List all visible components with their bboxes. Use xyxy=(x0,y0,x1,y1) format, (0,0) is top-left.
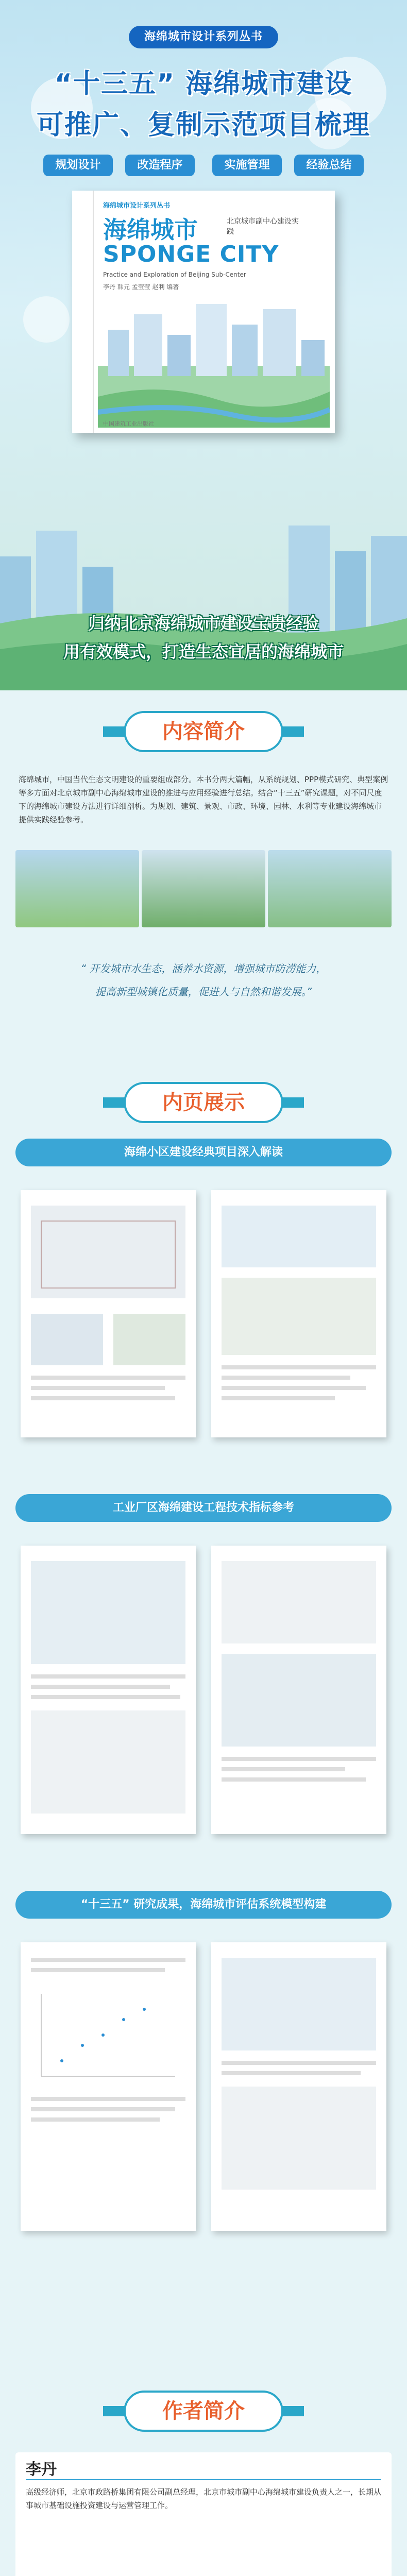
intro-title xyxy=(124,711,283,752)
preview-page-3 xyxy=(21,1546,196,1834)
title-ribbon-right xyxy=(280,1097,304,1108)
preview-page-5-graphic xyxy=(21,1942,196,2231)
series-badge: 海绵城市设计系列丛书 xyxy=(129,26,278,48)
preview-page-2 xyxy=(211,1190,386,1437)
preview-page-1 xyxy=(21,1190,196,1437)
author-bio: 高级经济师，北京市政路桥集团有限公司副总经理，北京市城市副中心海绵城市建设负责人之一，长期从事城市基础设施投资建设与运营管理工作。 xyxy=(26,2487,382,2510)
book-cover xyxy=(72,191,335,433)
intro-title-text: 内容简介 xyxy=(162,720,245,743)
authors-section xyxy=(0,2370,407,2576)
pages-title-text: 内页展示 xyxy=(162,1091,245,1114)
preview-page-1-graphic xyxy=(21,1190,196,1437)
book-spine xyxy=(72,191,94,433)
author-card-1 xyxy=(15,2452,392,2576)
cover-series: 海绵城市设计系列丛书 xyxy=(103,202,171,210)
pill-management: 实施管理 xyxy=(212,155,282,176)
authors-title-text: 作者简介 xyxy=(162,2399,245,2423)
intro-quote-line1: “ 开发城市水生态，涵养水资源，增强城市防涝能力， xyxy=(80,962,327,975)
slogan-line2: 用有效模式，打造生态宜居的海绵城市 xyxy=(63,642,344,662)
preview-page-4-graphic xyxy=(211,1546,386,1834)
intro-photo-3 xyxy=(268,850,392,927)
preview-page-4 xyxy=(211,1546,386,1834)
cover-subtitle-en: Practice and Exploration of Beijing Sub-Center xyxy=(103,271,246,278)
preview-page-6-graphic xyxy=(211,1942,386,2231)
preview-band-1: 海绵小区建设经典项目深入解读 xyxy=(15,1139,392,1166)
pill-summary: 经验总结 xyxy=(294,155,364,176)
title-ribbon-right xyxy=(280,2406,304,2416)
main-title-line2: 可推广、复制示范项目梳理 xyxy=(36,110,370,141)
intro-photo-1 xyxy=(15,850,139,927)
cover-title-cn: 海绵城市 xyxy=(103,216,198,244)
preview-band-3: “十三五” 研究成果，海绵城市评估系统模型构建 xyxy=(15,1891,392,1919)
pill-planning: 规划设计 xyxy=(43,155,113,176)
pages-preview-section xyxy=(0,1072,407,2370)
preview-page-3-graphic xyxy=(21,1546,196,1834)
intro-quote-line2: 提高新型城镇化质量，促进人与自然和谐发展。” xyxy=(95,986,312,998)
author-name: 李丹 xyxy=(26,2461,57,2479)
cover-city-illustration xyxy=(98,294,330,428)
intro-photo-2 xyxy=(142,850,265,927)
cover-subtitle-cn: 北京城市副中心建设实践 xyxy=(227,217,299,236)
pages-title xyxy=(124,1082,283,1123)
preview-page-6 xyxy=(211,1942,386,2231)
author-rule xyxy=(26,2479,381,2480)
authors-title xyxy=(124,2391,283,2432)
cover-title-en: SPONGE CITY xyxy=(103,241,279,267)
slogan-line1: 归纳北京海绵城市建设宝贵经验 xyxy=(88,614,319,633)
cover-authors: 李丹 韩元 孟莹莹 赵利 编著 xyxy=(103,283,179,291)
pill-renovation: 改造程序 xyxy=(125,155,195,176)
preview-page-2-graphic xyxy=(211,1190,386,1437)
cover-publisher: 中国建筑工业出版社 xyxy=(103,420,154,427)
hero-banner xyxy=(0,0,407,690)
main-title-line1: “十三五” 海绵城市建设 xyxy=(54,69,353,99)
intro-section xyxy=(0,690,407,1072)
preview-page-5 xyxy=(21,1942,196,2231)
intro-paragraph: 海绵城市，中国当代生态文明建设的重要组成部分。本书分两大篇幅，从系统规划、PPP模式研究、典型案例等多方面对北京城市副中心海绵城市建设的推进与应用经验进行总结。结合“十三五”研究课题，对不同尺度下的海绵城市建设方法进行详细剖析。为规划、建筑、景观、市政、环境、园林、水利等专业建设海绵城市提供实践经验参考。 xyxy=(19,775,388,824)
preview-band-2: 工业厂区海绵建设工程技术指标参考 xyxy=(15,1494,392,1522)
title-ribbon-right xyxy=(280,726,304,737)
